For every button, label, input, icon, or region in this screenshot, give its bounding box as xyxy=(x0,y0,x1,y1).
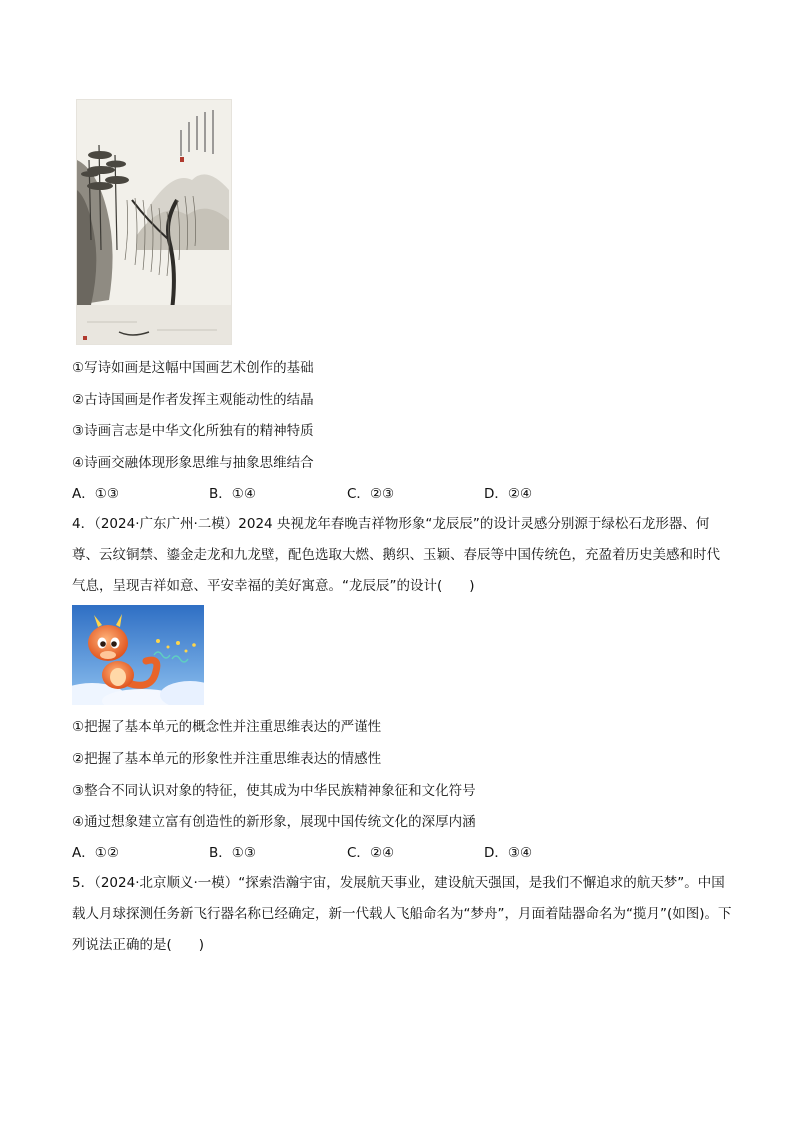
landscape-painting-image xyxy=(76,99,232,345)
q4-statement-1: ①把握了基本单元的概念性并注重思维表达的严谨性 xyxy=(72,719,382,735)
q4-statement-2: ②把握了基本单元的形象性并注重思维表达的情感性 xyxy=(72,751,382,767)
q3-statement-3: ③诗画言志是中华文化所独有的精神特质 xyxy=(72,423,314,439)
q4-statement-4: ④通过想象建立富有创造性的新形象，展现中国传统文化的深厚内涵 xyxy=(72,814,476,830)
q4-option-c[interactable]: C．②④ xyxy=(347,845,395,861)
q3-statement-4: ④诗画交融体现形象思维与抽象思维结合 xyxy=(72,455,314,471)
q3-option-d[interactable]: D．②④ xyxy=(484,486,533,502)
q4-option-d[interactable]: D．③④ xyxy=(484,845,533,861)
q4-statement-3: ③整合不同认识对象的特征，使其成为中华民族精神象征和文化符号 xyxy=(72,783,476,799)
q3-statement-2: ②古诗国画是作者发挥主观能动性的结晶 xyxy=(72,392,314,408)
dragon-mascot-illustration xyxy=(72,605,204,705)
q5-stem: 5．（2024·北京顺义·一模）“探索浩瀚宇宙，发展航天事业，建设航天强国，是我们不懈追求的航天梦”。中国载人月球探测任务新飞行器名称已经确定，新一代载人飞船命名为“梦舟”，月面着陆器命名为“揽月”(如图)。下列说法正确的是( ) xyxy=(72,875,732,953)
ink-landscape-illustration xyxy=(77,100,231,344)
q3-option-b[interactable]: B．①④ xyxy=(209,486,256,502)
q3-statement-1: ①写诗如画是这幅中国画艺术创作的基础 xyxy=(72,360,314,376)
q3-option-c[interactable]: C．②③ xyxy=(347,486,395,502)
q4-option-a[interactable]: A．①② xyxy=(72,845,119,861)
q4-stem: 4．（2024·广东广州·二模）2024 央视龙年春晚吉祥物形象“龙辰辰”的设计灵感分别源于绿松石龙形器、何尊、云纹铜禁、鎏金走龙和九龙壁，配色选取大燃、鹅织、玉颖、春辰等中国传统色，充盈着历史美感和时代气息，呈现吉祥如意、平安幸福的美好寓意。“龙辰辰”的设计( ) xyxy=(72,516,720,594)
q4-option-b[interactable]: B．①③ xyxy=(209,845,256,861)
q3-option-a[interactable]: A．①③ xyxy=(72,486,119,502)
dragon-mascot-image xyxy=(72,605,204,705)
